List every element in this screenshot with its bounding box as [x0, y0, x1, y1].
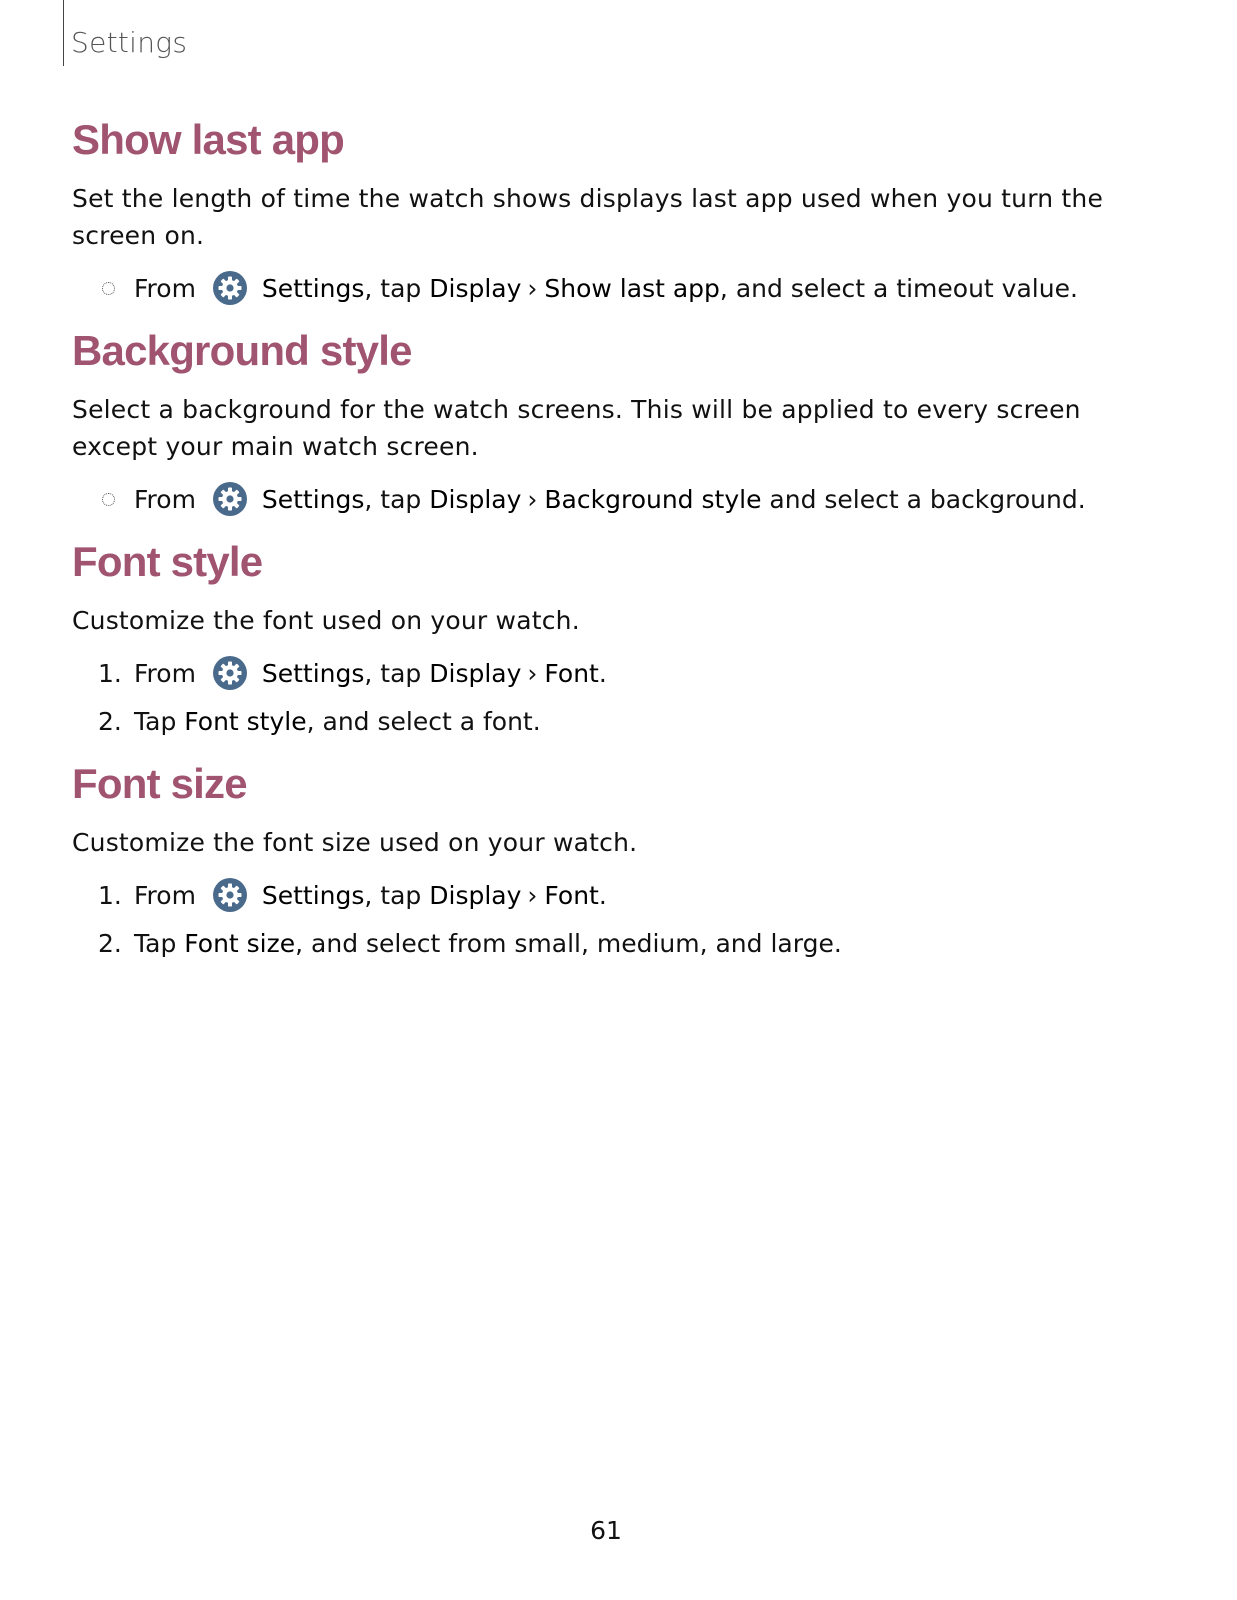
step-text: Tap: [134, 707, 177, 736]
step-text: , tap: [364, 485, 422, 514]
running-header: Settings: [71, 26, 188, 59]
section-description: Select a background for the watch screens. This will be applied to every screen except your main watch screen.: [72, 395, 1081, 461]
step-text: .: [598, 881, 607, 910]
target-label: Background style: [544, 485, 762, 514]
target-label: Show last app: [544, 274, 720, 303]
step-item: [72, 270, 1162, 307]
settings-label: Settings: [261, 274, 365, 303]
step-number: 1.: [98, 881, 122, 910]
step-list: [72, 877, 1162, 962]
target-label: Font: [544, 881, 599, 910]
settings-gear-icon: [212, 877, 248, 913]
step-text: , and select a timeout value.: [719, 274, 1078, 303]
step-text: , and select a font.: [306, 707, 541, 736]
dotted-circle-bullet-icon: [102, 493, 115, 506]
section-font-style: [72, 536, 1162, 740]
step-text: , and select from small, medium, and large.: [295, 929, 842, 958]
settings-label: Settings: [261, 881, 365, 910]
section-heading: Background style: [72, 327, 412, 374]
section-background-style: [72, 325, 1162, 518]
chevron-right-icon: ›: [527, 274, 538, 303]
section-description: Set the length of time the watch shows displays last app used when you turn the screen on.: [72, 184, 1104, 250]
page-content: [72, 114, 1162, 973]
display-label: Display: [429, 659, 522, 688]
section-heading: Font style: [72, 538, 263, 585]
target-label: Font style: [184, 707, 307, 736]
step-number: 2.: [98, 707, 122, 736]
step-text: From: [134, 274, 196, 303]
step-list: [72, 655, 1162, 740]
settings-gear-icon: [212, 270, 248, 306]
section-description: Customize the font size used on your watch.: [72, 828, 638, 857]
section-heading: Show last app: [72, 116, 344, 163]
step-text: and select a background.: [761, 485, 1086, 514]
page-number: 61: [590, 1516, 622, 1545]
chevron-right-icon: ›: [527, 485, 538, 514]
step-text: Tap: [134, 929, 177, 958]
target-label: Font: [544, 659, 599, 688]
step-list: [72, 270, 1162, 307]
step-text: , tap: [364, 881, 422, 910]
step-text: From: [134, 659, 196, 688]
step-text: .: [598, 659, 607, 688]
header-rule: [63, 0, 64, 66]
step-item: [72, 481, 1162, 518]
target-label: Font size: [184, 929, 296, 958]
chevron-right-icon: ›: [527, 659, 538, 688]
chevron-right-icon: ›: [527, 881, 538, 910]
step-text: From: [134, 881, 196, 910]
step-text: From: [134, 485, 196, 514]
settings-label: Settings: [261, 485, 365, 514]
display-label: Display: [429, 485, 522, 514]
step-item: [72, 703, 1162, 740]
dotted-circle-bullet-icon: [102, 282, 115, 295]
step-number: 2.: [98, 929, 122, 958]
settings-gear-icon: [212, 655, 248, 691]
settings-gear-icon: [212, 481, 248, 517]
step-item: [72, 655, 1162, 692]
step-number: 1.: [98, 659, 122, 688]
step-item: [72, 925, 1162, 962]
section-description: Customize the font used on your watch.: [72, 606, 580, 635]
step-text: , tap: [364, 659, 422, 688]
display-label: Display: [429, 881, 522, 910]
step-list: [72, 481, 1162, 518]
section-heading: Font size: [72, 760, 247, 807]
section-font-size: [72, 758, 1162, 962]
settings-label: Settings: [261, 659, 365, 688]
step-item: [72, 877, 1162, 914]
step-text: , tap: [364, 274, 422, 303]
display-label: Display: [429, 274, 522, 303]
section-show-last-app: [72, 114, 1162, 307]
